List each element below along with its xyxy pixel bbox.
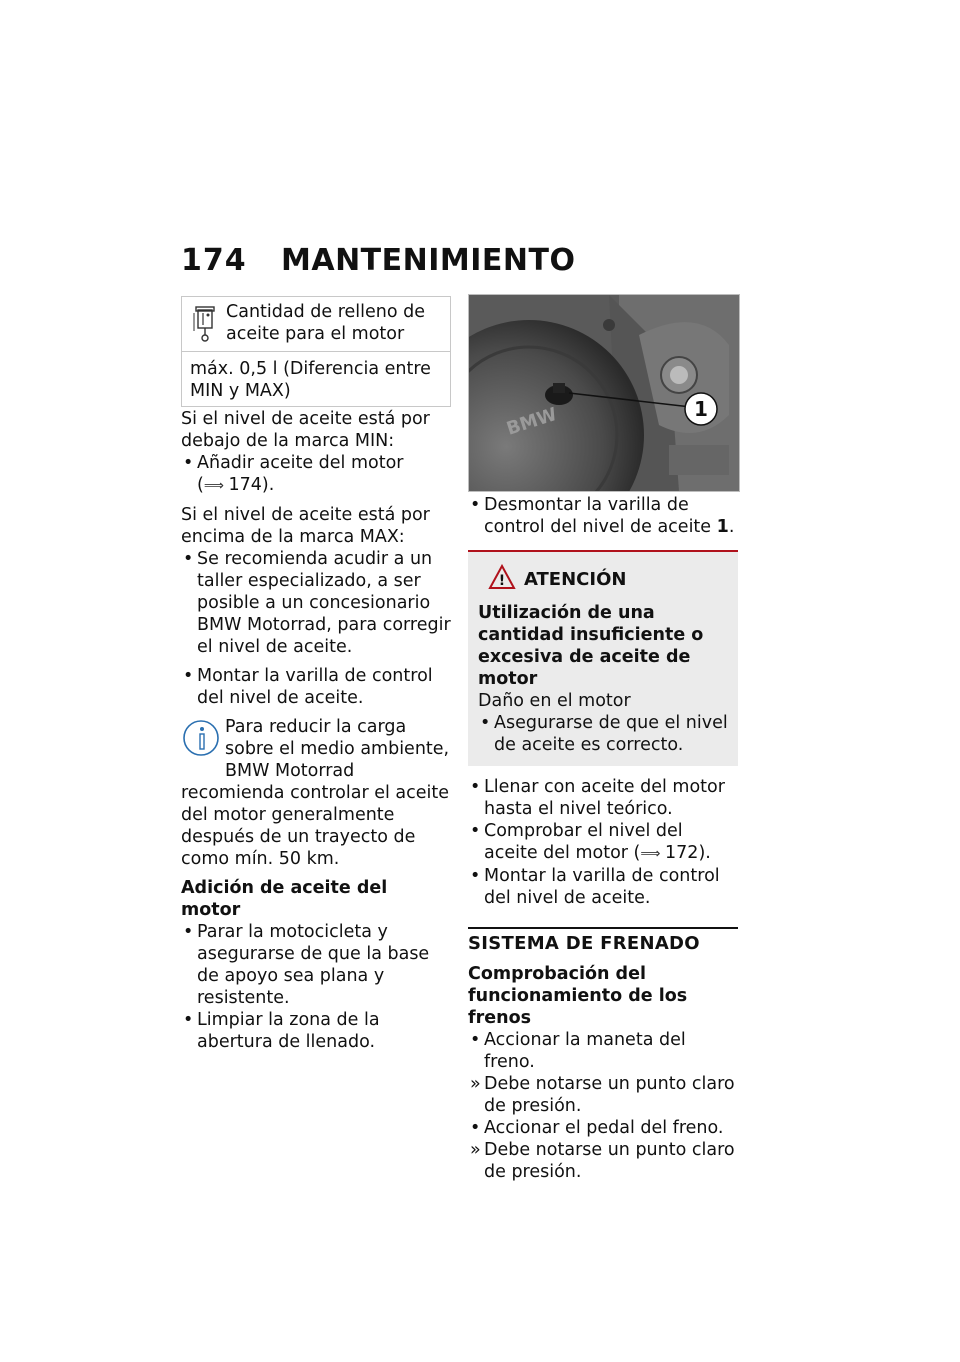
list-item: » Debe notarse un punto claro de presión. <box>470 1074 735 1116</box>
list-item: • Llenar con aceite del motor hasta el nivel teórico. <box>470 777 725 819</box>
list-item: • Se recomienda acudir a un taller especializado, a ser posible a un concesionario BMW Motorrad, para corregir el nivel de aceite. <box>183 549 451 657</box>
callout-reference: 1 <box>716 517 729 537</box>
warning-item-text: Asegurarse de que el nivel de aceite es correcto. <box>494 713 728 755</box>
spec-header <box>182 297 450 352</box>
bullet-text: Añadir aceite del motor <box>197 453 404 473</box>
spec-box <box>181 296 451 407</box>
list-item: • Accionar la maneta del freno. <box>470 1030 686 1072</box>
info-note <box>181 716 451 870</box>
bullet-text: Limpiar la zona de la abertura de llenado. <box>197 1010 380 1052</box>
bullet-list <box>468 1029 738 1183</box>
paragraph-min: Si el nivel de aceite está por debajo de la marca MIN: <box>181 409 430 451</box>
bullet-list <box>468 494 738 538</box>
right-column <box>468 294 738 1183</box>
result-text: Debe notarse un punto claro de presión. <box>484 1140 735 1182</box>
warning-title: Utilización de una cantidad insuficiente o excesiva de aceite de motor <box>478 603 704 689</box>
bullet-text: Llenar con aceite del motor hasta el nivel teórico. <box>484 777 725 819</box>
paragraph-max: Si el nivel de aceite está por encima de la marca MAX: <box>181 505 430 547</box>
bullet-text: Accionar la maneta del freno. <box>484 1030 686 1072</box>
bullet-text: Montar la varilla de control del nivel de aceite. <box>197 666 433 708</box>
system-heading: SISTEMA DE FRENADO <box>468 927 738 955</box>
bullet-list <box>181 452 451 497</box>
svg-text:!: ! <box>498 573 506 589</box>
bullet-text: Se recomienda acudir a un taller especializado, a ser posible a un concesionario BMW Motorrad, para corregir el nivel de aceite. <box>197 549 451 657</box>
bullet-list <box>468 776 738 909</box>
page-reference-arrow-icon: ⟹ <box>203 478 223 494</box>
page-ref: 172 <box>665 843 699 863</box>
result-text: Debe notarse un punto claro de presión. <box>484 1074 735 1116</box>
list-item: • Accionar el pedal del freno. <box>470 1118 724 1138</box>
info-text: Para reducir la carga sobre el medio ambiente, BMW Motorrad recomienda controlar el aceite del motor generalmente después de un trayecto de como mín. 50 km. <box>181 717 450 869</box>
bullet-text: Comprobar el nivel del aceite del motor <box>484 821 683 863</box>
subheading-add-oil: Adición de aceite del motor <box>181 878 388 920</box>
engine-photo <box>468 294 740 492</box>
warning-text: Daño en el motor <box>478 691 631 711</box>
bullet-list <box>181 665 451 709</box>
warning-item: • Asegurarse de que el nivel de aceite es correcto. <box>480 713 728 755</box>
list-item: • Montar la varilla de control del nivel de aceite. <box>470 866 720 908</box>
left-column <box>181 296 451 1053</box>
page-ref: 174 <box>228 475 262 495</box>
bullet-list <box>181 548 451 658</box>
warning-header <box>488 564 728 596</box>
warning-triangle-icon <box>488 564 516 596</box>
page-number: 174 <box>181 243 247 278</box>
warning-box <box>468 550 738 766</box>
bullet-text: Desmontar la varilla de control del nivel de aceite <box>484 495 712 537</box>
photo-logo: BMW <box>504 403 560 440</box>
list-item: • Parar la motocicleta y asegurarse de que la base de apoyo sea plana y resistente. <box>183 922 430 1008</box>
oil-can-icon <box>190 301 226 345</box>
bullet-text: Montar la varilla de control del nivel de aceite. <box>484 866 720 908</box>
page-reference-arrow-icon: ⟹ <box>640 846 660 862</box>
list-item: • Montar la varilla de control del nivel de aceite. <box>183 666 433 708</box>
section-title: MANTENIMIENTO <box>281 243 576 278</box>
spec-value: máx. 0,5 l (Diferencia entre MIN y MAX) <box>190 359 431 401</box>
bullet-text: Parar la motocicleta y asegurarse de que la base de apoyo sea plana y resistente. <box>197 922 430 1008</box>
list-item: • Comprobar el nivel del aceite del motor (⟹ 172). <box>470 821 711 863</box>
warning-label: ATENCIÓN <box>524 569 627 590</box>
list-item: • Limpiar la zona de la abertura de llenado. <box>183 1010 380 1052</box>
list-item: • Añadir aceite del motor (⟹ 174). <box>183 453 404 495</box>
bullet-list <box>181 921 451 1053</box>
subheading-brakes: Comprobación del funcionamiento de los frenos <box>468 964 688 1028</box>
photo-callout-number: 1 <box>694 397 708 421</box>
list-item: • Desmontar la varilla de control del nivel de aceite 1. <box>470 495 735 537</box>
list-item: » Debe notarse un punto claro de presión. <box>470 1140 735 1182</box>
spec-title: Cantidad de relleno de aceite para el motor <box>226 302 426 344</box>
page-header <box>181 243 576 283</box>
bullet-text: Accionar el pedal del freno. <box>484 1118 724 1138</box>
info-icon <box>181 718 225 764</box>
